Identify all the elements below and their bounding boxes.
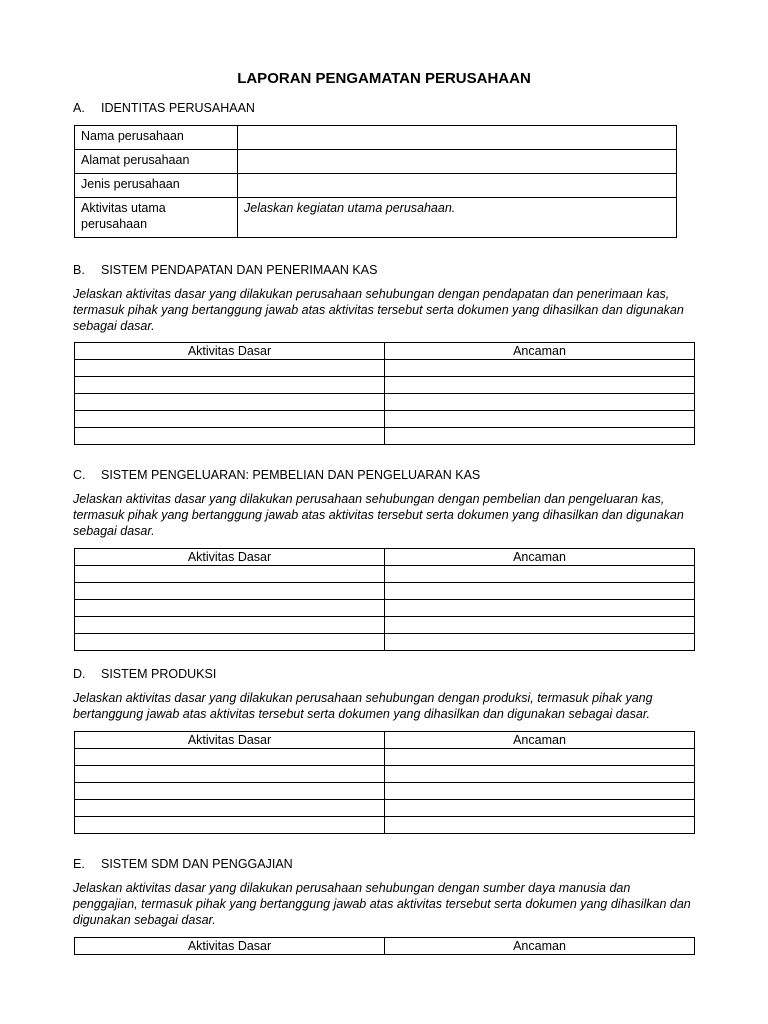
table-cell[interactable] (75, 583, 385, 600)
column-header-activity: Aktivitas Dasar (75, 549, 385, 566)
table-row (75, 749, 695, 766)
table-cell[interactable] (385, 617, 695, 634)
table-cell[interactable] (75, 394, 385, 411)
section-e-letter: E. (73, 857, 85, 871)
table-cell[interactable] (385, 817, 695, 834)
table-row (75, 600, 695, 617)
table-cell[interactable] (75, 783, 385, 800)
table-cell[interactable] (385, 800, 695, 817)
column-header-threat: Ancaman (385, 343, 695, 360)
section-b-table (74, 342, 695, 445)
table-row (75, 360, 695, 377)
column-header-threat: Ancaman (385, 549, 695, 566)
column-header-activity: Aktivitas Dasar (75, 938, 385, 955)
column-header-threat: Ancaman (385, 938, 695, 955)
section-e-title: SISTEM SDM DAN PENGGAJIAN (101, 857, 293, 871)
section-e-heading (73, 857, 293, 871)
table-cell[interactable] (75, 634, 385, 651)
table-row (75, 583, 695, 600)
table-cell[interactable] (385, 749, 695, 766)
table-cell[interactable] (75, 617, 385, 634)
table-row (75, 394, 695, 411)
table-row (75, 800, 695, 817)
table-cell[interactable] (75, 428, 385, 445)
identity-value-name[interactable] (238, 126, 677, 150)
section-d-table (74, 731, 695, 834)
identity-value-address[interactable] (238, 150, 677, 174)
identity-value-type[interactable] (238, 174, 677, 198)
identity-label-name: Nama perusahaan (75, 126, 238, 150)
section-e-table (74, 937, 695, 955)
table-cell[interactable] (75, 817, 385, 834)
section-e-instruction: Jelaskan aktivitas dasar yang dilakukan perusahaan sehubungan dengan sumber daya manusia dan penggajian, termasuk pihak yang bertanggung jawab atas aktivitas tersebut serta dokumen yang dihasilkan dan digunakan sebagai dasar. (73, 881, 691, 927)
section-c-title: SISTEM PENGELUARAN: PEMBELIAN DAN PENGELUARAN KAS (101, 468, 481, 482)
company-identity-table (74, 125, 677, 238)
section-d-instruction: Jelaskan aktivitas dasar yang dilakukan perusahaan sehubungan dengan produksi, termasuk pihak yang bertanggung jawab atas aktivitas tersebut serta dokumen yang dihasilkan dan digunakan sebagai dasar. (73, 691, 653, 721)
section-d-title: SISTEM PRODUKSI (101, 667, 217, 681)
page-title: LAPORAN PENGAMATAN PERUSAHAAN (237, 70, 531, 87)
section-b-title: SISTEM PENDAPATAN DAN PENERIMAAN KAS (101, 263, 378, 277)
column-header-activity: Aktivitas Dasar (75, 732, 385, 749)
table-cell[interactable] (385, 766, 695, 783)
table-row (75, 617, 695, 634)
table-row (75, 783, 695, 800)
identity-label-address: Alamat perusahaan (75, 150, 238, 174)
identity-label-type: Jenis perusahaan (75, 174, 238, 198)
column-header-activity: Aktivitas Dasar (75, 343, 385, 360)
column-header-threat: Ancaman (385, 732, 695, 749)
table-cell[interactable] (75, 566, 385, 583)
section-a-letter: A. (73, 101, 85, 115)
section-a-heading (73, 101, 255, 115)
table-cell[interactable] (385, 377, 695, 394)
table-row (75, 377, 695, 394)
table-row (75, 766, 695, 783)
table-cell[interactable] (75, 749, 385, 766)
table-row (75, 566, 695, 583)
table-row (75, 428, 695, 445)
section-d-letter: D. (73, 667, 86, 681)
table-cell[interactable] (385, 783, 695, 800)
section-d-heading (73, 667, 216, 681)
table-cell[interactable] (385, 583, 695, 600)
table-cell[interactable] (75, 377, 385, 394)
table-cell[interactable] (75, 411, 385, 428)
table-cell[interactable] (75, 800, 385, 817)
section-b-letter: B. (73, 263, 85, 277)
table-cell[interactable] (385, 428, 695, 445)
table-cell[interactable] (385, 600, 695, 617)
table-cell[interactable] (385, 566, 695, 583)
identity-label-activity: Aktivitas utama perusahaan (75, 198, 238, 238)
table-cell[interactable] (385, 394, 695, 411)
table-row (75, 817, 695, 834)
section-c-letter: C. (73, 468, 86, 482)
table-cell[interactable] (75, 766, 385, 783)
section-a-title: IDENTITAS PERUSAHAAN (101, 101, 255, 115)
table-cell[interactable] (385, 360, 695, 377)
section-b-heading (73, 263, 377, 277)
section-b-instruction: Jelaskan aktivitas dasar yang dilakukan perusahaan sehubungan dengan pendapatan dan penerimaan kas, termasuk pihak yang bertanggung jawab atas aktivitas tersebut serta dokumen yang dihasilkan dan digunakan sebagai dasar. (73, 287, 684, 333)
table-row (75, 411, 695, 428)
table-row (75, 634, 695, 651)
table-cell[interactable] (75, 600, 385, 617)
table-cell[interactable] (75, 360, 385, 377)
section-c-table (74, 548, 695, 651)
table-cell[interactable] (385, 634, 695, 651)
table-cell[interactable] (385, 411, 695, 428)
identity-value-activity[interactable]: Jelaskan kegiatan utama perusahaan. (238, 198, 677, 238)
section-c-instruction: Jelaskan aktivitas dasar yang dilakukan perusahaan sehubungan dengan pembelian dan pengeluaran kas, termasuk pihak yang bertanggung jawab atas aktivitas tersebut serta dokumen yang dihasilkan dan digunakan sebagai dasar. (73, 492, 684, 538)
section-c-heading (73, 468, 480, 482)
